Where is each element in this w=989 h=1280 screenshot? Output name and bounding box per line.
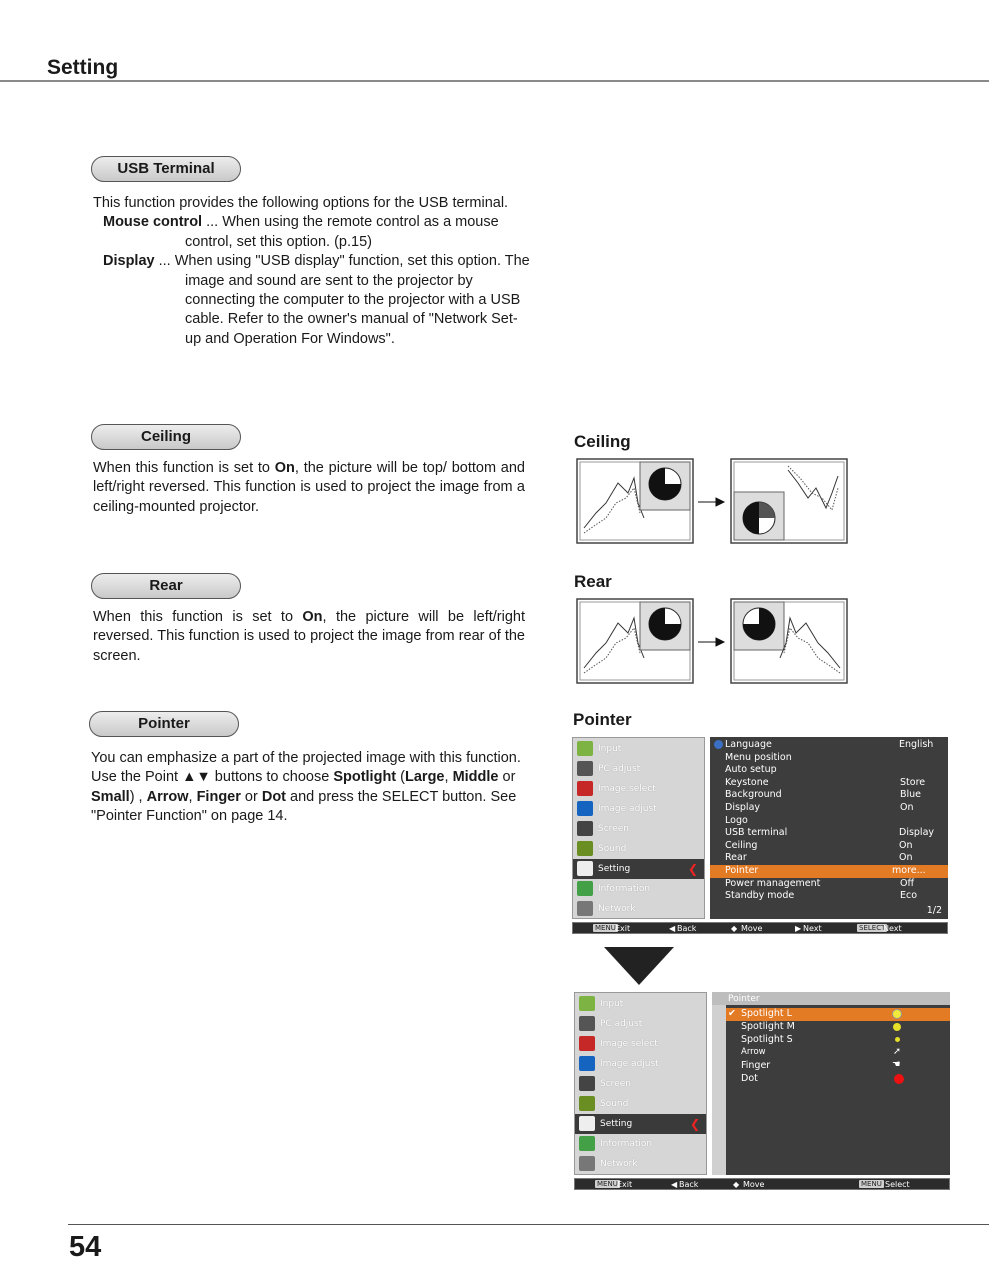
back-arrow-icon: ◀	[669, 924, 676, 933]
spotlight-small-icon	[895, 1037, 900, 1042]
setting-row[interactable]: Keystone Store	[725, 776, 926, 788]
osd-help-bar: MENU Exit ◀ Back ◆ Move ▶ Next SELECT Next	[572, 922, 948, 934]
image-select-icon	[577, 781, 593, 796]
menu-item-network[interactable]: Network	[575, 1154, 706, 1174]
menu-item-image-select[interactable]: Image select	[575, 1034, 706, 1054]
osd-help-bar: MENU Exit ◀ Back ◆ Move MENU Select	[574, 1178, 950, 1190]
pointer-middle: Middle	[452, 769, 499, 786]
chevron-left-icon: ❮	[687, 862, 698, 876]
pointer-option-spotlight-m[interactable]: Spotlight M	[726, 1021, 950, 1034]
menu-item-screen[interactable]: Screen	[575, 1074, 706, 1094]
image-adjust-icon	[579, 1056, 595, 1071]
rear-description	[93, 608, 525, 666]
setting-row[interactable]: Auto setup	[725, 764, 777, 776]
pointer-figure-title: Pointer	[573, 710, 632, 729]
menu-item-pc-adjust[interactable]: PC adjust	[575, 1014, 706, 1034]
pointer-text-7: or	[240, 788, 262, 805]
pc-adjust-icon	[577, 761, 593, 776]
setting-row[interactable]: Display On	[725, 802, 914, 813]
wrench-icon	[577, 861, 593, 876]
setting-row[interactable]: Language English	[725, 739, 934, 750]
pointer-dot: Dot	[261, 788, 287, 805]
pointer-option-spotlight-s[interactable]: Spotlight S	[726, 1034, 950, 1047]
pointer-finger: Finger	[196, 788, 241, 805]
pointer-description	[91, 749, 531, 827]
info-icon	[579, 1136, 595, 1151]
menu-item-image-adjust[interactable]: Image adjust	[575, 1054, 706, 1074]
ceiling-text-b: , the picture will be top/ bottom and left/right reversed. This function is used to project the image from a ceiling-mounted projector.	[93, 460, 525, 515]
pointer-option-finger[interactable]: Finger ☚	[741, 1059, 901, 1071]
ceiling-figure-title: Ceiling	[574, 432, 631, 451]
network-icon	[577, 901, 593, 916]
spotlight-large-icon	[892, 1009, 902, 1019]
usb-display-option	[93, 252, 533, 349]
pc-adjust-icon	[579, 1016, 595, 1031]
usb-mouse-option	[93, 213, 533, 252]
ceiling-text-a: When this function is set to	[93, 460, 275, 476]
pointer-heading: Pointer	[89, 711, 239, 737]
page-number: 54	[69, 1231, 102, 1263]
screen-icon	[579, 1076, 595, 1091]
osd-pointer-submenu	[712, 992, 950, 1175]
osd-main-menu	[572, 737, 705, 919]
osd-main-menu	[574, 992, 707, 1175]
ceiling-heading: Ceiling	[91, 424, 241, 450]
page-title: Setting	[47, 56, 119, 79]
setting-row[interactable]: Power management Off	[725, 877, 915, 889]
setting-row-pointer[interactable]: Pointer more...	[710, 865, 948, 878]
chevron-left-icon: ❮	[689, 1117, 700, 1131]
header-divider	[0, 80, 989, 82]
network-icon	[579, 1156, 595, 1171]
setting-row[interactable]: Logo	[725, 814, 748, 826]
pointer-submenu-title: Pointer	[712, 992, 950, 1005]
pointer-option-arrow[interactable]: Arrow ➚	[741, 1046, 901, 1057]
pointer-small: Small	[91, 788, 130, 805]
image-select-icon	[579, 1036, 595, 1051]
ceiling-diagram	[576, 458, 851, 546]
footer-divider	[68, 1224, 989, 1225]
input-icon	[577, 741, 593, 756]
menu-item-sound[interactable]: Sound	[575, 1094, 706, 1114]
display-text: ... When using "USB display" function, set this option. The image and sound are sent to the projector by connecting the computer to the projector with a USB cable. Refer to the owner's manual of "Network Set-up and Operation For Windows".	[154, 253, 530, 347]
next-arrow-icon: ▶	[795, 924, 802, 933]
display-label: Display	[103, 253, 155, 270]
pointer-text-6: ,	[188, 788, 197, 805]
rear-figure-title: Rear	[574, 572, 612, 591]
pointer-large: Large	[405, 769, 445, 786]
screen-icon	[577, 821, 593, 836]
usb-intro: This function provides the following options for the USB terminal.	[93, 195, 509, 211]
setting-row[interactable]: Ceiling On	[725, 839, 913, 851]
pointer-option-dot[interactable]: Dot	[726, 1073, 950, 1086]
down-arrow-icon	[604, 947, 674, 985]
rear-on: On	[302, 609, 323, 625]
menu-item-input[interactable]: Input	[573, 739, 704, 759]
menu-item-information[interactable]: Information	[573, 879, 704, 899]
menu-item-image-adjust[interactable]: Image adjust	[573, 799, 704, 819]
menu-item-image-select[interactable]: Image select	[573, 779, 704, 799]
input-icon	[579, 996, 595, 1011]
info-icon	[577, 881, 593, 896]
pointer-option-spotlight-l[interactable]: ✔ Spotlight L	[726, 1008, 950, 1021]
arrow-cursor-icon: ➚	[893, 1046, 901, 1057]
page-indicator: 1/2	[926, 905, 942, 916]
setting-row[interactable]: Standby mode Eco	[725, 890, 918, 902]
pointer-osd-menu	[574, 992, 950, 1192]
menu-item-input[interactable]: Input	[575, 994, 706, 1014]
menu-item-pc-adjust[interactable]: PC adjust	[573, 759, 704, 779]
finger-cursor-icon: ☚	[892, 1059, 901, 1070]
rear-diagram	[576, 598, 851, 686]
rear-heading: Rear	[91, 573, 241, 599]
move-icon: ◆	[731, 924, 738, 933]
image-adjust-icon	[577, 801, 593, 816]
menu-item-sound[interactable]: Sound	[573, 839, 704, 859]
ceiling-on: On	[274, 460, 295, 476]
spotlight-medium-icon	[893, 1023, 901, 1031]
usb-terminal-heading: USB Terminal	[91, 156, 241, 182]
menu-item-screen[interactable]: Screen	[573, 819, 704, 839]
rear-text-a: When this function is set to	[93, 609, 303, 625]
pointer-text-4: or	[498, 769, 516, 786]
osd-setting-submenu	[710, 737, 948, 919]
mouse-control-label: Mouse control	[103, 214, 203, 231]
move-icon: ◆	[733, 1180, 740, 1189]
ceiling-description	[93, 459, 525, 517]
pointer-text-2: (	[396, 769, 405, 786]
pointer-text-5: ) ,	[129, 788, 147, 805]
setting-row[interactable]: Rear On	[725, 852, 913, 864]
check-icon: ✔	[728, 1008, 736, 1019]
setting-row[interactable]: Menu position	[725, 751, 792, 763]
sound-icon	[577, 841, 593, 856]
setting-row[interactable]: Background Blue	[725, 789, 922, 801]
menu-item-setting[interactable]: Setting ❮	[573, 859, 704, 879]
pointer-arrow: Arrow	[146, 788, 189, 805]
rear-text-b: , the picture will be left/right reversed. This function is used to project the image from rear of the screen.	[93, 609, 525, 664]
usb-terminal-section	[93, 194, 533, 349]
sound-icon	[579, 1096, 595, 1111]
menu-item-setting[interactable]: Setting ❮	[575, 1114, 706, 1134]
menu-item-network[interactable]: Network	[573, 899, 704, 919]
pointer-text-3: ,	[444, 769, 453, 786]
wrench-icon	[579, 1116, 595, 1131]
back-arrow-icon: ◀	[671, 1180, 678, 1189]
pointer-text-8: and press the SELECT button. See "Pointer Function" on page 14.	[91, 788, 517, 825]
setting-row[interactable]: USB terminal Display	[725, 827, 935, 839]
red-dot-icon	[894, 1074, 904, 1084]
mouse-control-text: ... When using the remote control as a mouse control, set this option. (p.15)	[185, 214, 499, 250]
setting-osd-menu	[572, 737, 948, 935]
pointer-text-1: You can emphasize a part of the projected image with this function. Use the Point ▲▼ buttons to choose	[91, 750, 521, 786]
menu-item-information[interactable]: Information	[575, 1134, 706, 1154]
pointer-spotlight: Spotlight	[333, 769, 397, 786]
